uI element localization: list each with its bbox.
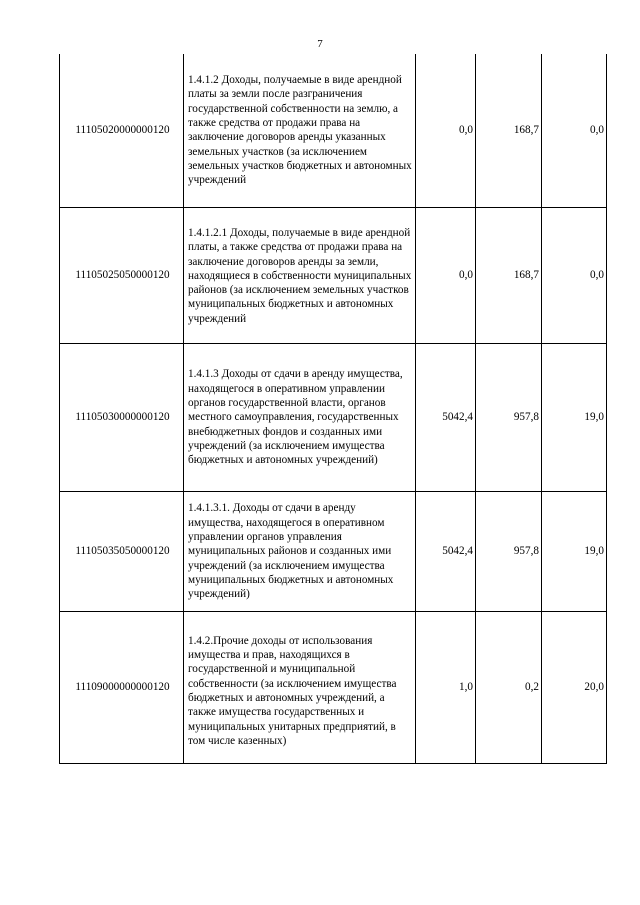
revenue-name-cell: 1.4.2.Прочие доходы от использования имущества и прав, находящихся в государственной и муниципальной собственности (за исключением имущества бюджетных и автономных учреждений, а также имущества государственных и муниципальных унитарных предприятий, в том числе казенных) (184, 611, 416, 763)
table-row (60, 54, 607, 207)
revenue-name-cell: 1.4.1.2.1 Доходы, получаемые в виде арендной платы, а также средства от продажи права на заключение договоров аренды за земли, находящиеся в собственности муниципальных районов (за исключением земельных участков муниципальных бюджетных и автономных учреждений (184, 207, 416, 343)
value-cell-1: 0,0 (416, 207, 476, 343)
value-cell-2: 168,7 (476, 54, 542, 207)
table-row (60, 611, 607, 763)
budget-code-cell: 11109000000000120 (60, 611, 184, 763)
value-cell-2: 957,8 (476, 491, 542, 611)
budget-code-cell: 11105035050000120 (60, 491, 184, 611)
value-cell-1: 0,0 (416, 54, 476, 207)
value-cell-2: 0,2 (476, 611, 542, 763)
value-cell-3: 0,0 (542, 54, 607, 207)
table-row (60, 343, 607, 491)
budget-code-cell: 11105025050000120 (60, 207, 184, 343)
value-cell-1: 1,0 (416, 611, 476, 763)
value-cell-3: 0,0 (542, 207, 607, 343)
table-row (60, 491, 607, 611)
revenue-name-cell: 1.4.1.3 Доходы от сдачи в аренду имущества, находящегося в оперативном управлении органов государственной власти, органов местного самоуправления, государственных внебюджетных фондов и созданных ими учреждений (за исключением имущества бюджетных и автономных учреждений) (184, 343, 416, 491)
revenue-name-cell: 1.4.1.2 Доходы, получаемые в виде арендной платы за земли после разграничения государственной собственности на землю, а также средства от продажи права на заключение договоров аренды указанных земельных участков (за исключением земельных участков бюджетных и автономных учреждений (184, 54, 416, 207)
value-cell-3: 19,0 (542, 343, 607, 491)
budget-code-cell: 11105020000000120 (60, 54, 184, 207)
value-cell-2: 168,7 (476, 207, 542, 343)
value-cell-2: 957,8 (476, 343, 542, 491)
value-cell-1: 5042,4 (416, 343, 476, 491)
revenue-name-cell: 1.4.1.3.1. Доходы от сдачи в аренду имущества, находящегося в оперативном управлении органов управления муниципальных районов и созданных ими учреждений (за исключением имущества муниципальных бюджетных и автономных учреждений) (184, 491, 416, 611)
value-cell-3: 19,0 (542, 491, 607, 611)
budget-code-cell: 11105030000000120 (60, 343, 184, 491)
table-row (60, 207, 607, 343)
revenue-table (59, 54, 607, 764)
value-cell-3: 20,0 (542, 611, 607, 763)
value-cell-1: 5042,4 (416, 491, 476, 611)
page-number: 7 (317, 38, 323, 50)
